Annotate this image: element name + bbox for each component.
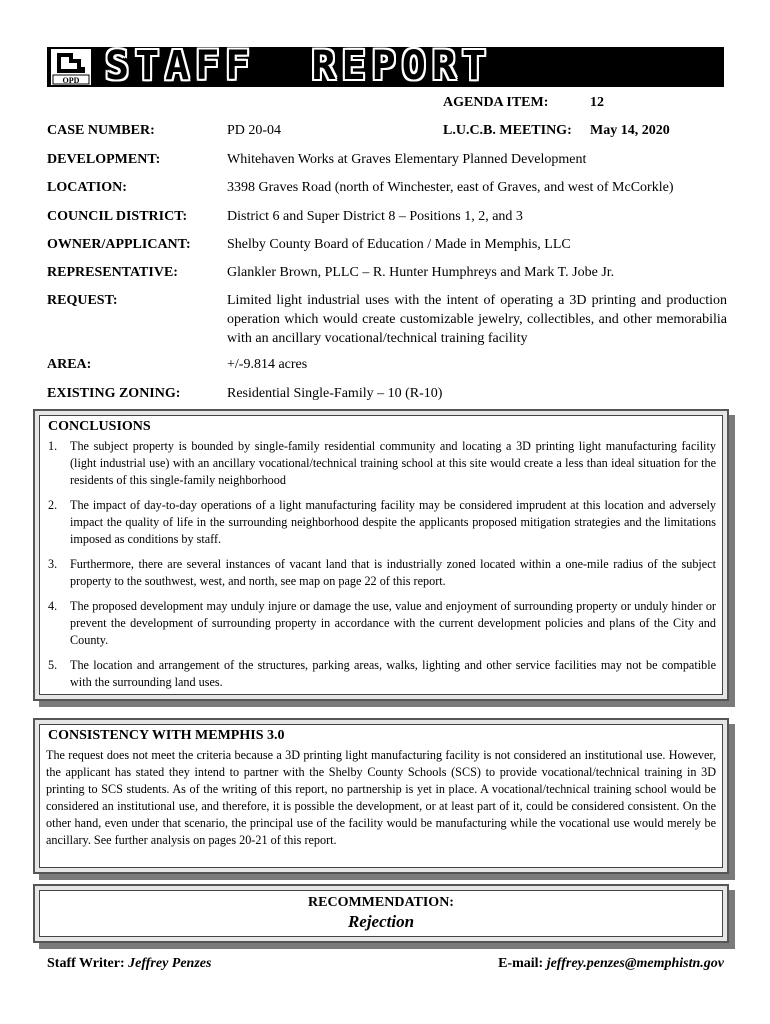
list-item: [44, 497, 716, 548]
meeting-value: May 14, 2020: [590, 123, 670, 138]
field-value: District 6 and Super District 8 – Positions 1, 2, and 3: [227, 209, 523, 224]
email-value: jeffrey.penzes@memphistn.gov: [546, 956, 724, 971]
logo-text: OPD: [62, 76, 80, 85]
field-value: Glankler Brown, PLLC – R. Hunter Humphreys and Mark T. Jobe Jr.: [227, 265, 615, 280]
list-item: [44, 556, 716, 590]
list-item: [44, 598, 716, 649]
item-number: 1.: [48, 439, 58, 453]
field-value: Shelby County Board of Education / Made in Memphis, LLC: [227, 237, 571, 252]
item-number: 2.: [48, 498, 58, 512]
recommendation-panel: [39, 890, 723, 937]
item-text: The subject property is bounded by single-family residential community and locating a 3D printing light manufacturing facility (light industrial use) with an ancillary vocational/technical training school at this site would create a less than ideal situation for the residents of this single-family neighborhood: [70, 439, 716, 487]
field-value: PD 20-04: [227, 123, 282, 138]
item-number: 5.: [48, 658, 58, 672]
email: [498, 956, 724, 972]
field-value: Whitehaven Works at Graves Elementary Planned Development: [227, 152, 587, 167]
staff-writer-label: Staff Writer:: [47, 956, 125, 971]
field-label: AREA:: [47, 357, 92, 372]
field-label: DEVELOPMENT:: [47, 152, 161, 167]
conclusions-list: [44, 438, 716, 699]
consistency-text: The request does not meet the criteria because a 3D printing light manufacturing facility is not considered an institutional use. However, the applicant has stated they intend to partner with the Shelby County Schools (SCS) to provide vocational/technical training in 3D printing to SCS students. As of the writing of this report, no partnership is yet in place. A vocational/technical training school would be considered an institutional use, and therefore, it is possible the development, or at least part of it, could be considered consistent. On the other hand, even under that scenario, the principal use of the facility would be manufacturing while the vocational use would merely be ancillary. See further analysis on pages 20-21 of this report.: [46, 748, 716, 847]
item-number: 3.: [48, 557, 58, 571]
field-value: Limited light industrial uses with the intent of operating a 3D printing and production operation which would create customizable jewelry, collectibles, and other memorabilia with an ancillary vocational/technical training facility: [227, 293, 727, 346]
field-label: CASE NUMBER:: [47, 123, 155, 138]
consistency-panel: [39, 724, 723, 868]
field-value: 3398 Graves Road (north of Winchester, east of Graves, and west of McCorkle): [227, 180, 674, 195]
field-label: REPRESENTATIVE:: [47, 265, 178, 280]
meeting-label: L.U.C.B. MEETING:: [443, 123, 572, 138]
recommendation-label: RECOMMENDATION:: [308, 895, 454, 910]
field-label: COUNCIL DISTRICT:: [47, 209, 188, 224]
field-value: +/-9.814 acres: [227, 357, 308, 372]
item-text: The proposed development may unduly injure or damage the use, value and enjoyment of surrounding property or unduly hinder or prevent the development of surrounding property in accordance with the current development policies and plans of the City and County.: [70, 599, 716, 647]
item-text: Furthermore, there are several instances of vacant land that is industrially zoned located within a one-mile radius of the subject property to the southwest, west, and north, see map on page 22 of this report.: [70, 557, 716, 588]
item-text: The location and arrangement of the structures, parking areas, walks, lighting and other service facilities may not be compatible with the surrounding land uses.: [70, 658, 716, 689]
agenda-item-label: AGENDA ITEM:: [443, 95, 549, 110]
opd-logo-icon: [51, 49, 91, 85]
recommendation-box: [33, 884, 729, 943]
list-item: [44, 438, 716, 489]
staff-writer: [47, 956, 211, 972]
conclusions-box: [33, 409, 729, 701]
field-label: OWNER/APPLICANT:: [47, 237, 191, 252]
item-text: The impact of day-to-day operations of a light manufacturing facility may be considered imprudent at this location and adversely impact the quality of life in the surrounding neighborhood despite the applicants proposed mitigation strategies and the limitations imposed as conditions by staff.: [70, 498, 716, 546]
banner-title: STAFF REPORT: [105, 43, 492, 89]
field-label: LOCATION:: [47, 180, 127, 195]
recommendation-value: Rejection: [347, 912, 415, 931]
conclusions-panel: [39, 415, 723, 695]
field-value: Residential Single-Family – 10 (R-10): [227, 386, 443, 401]
consistency-box: [33, 718, 729, 874]
field-label: EXISTING ZONING:: [47, 386, 181, 401]
staff-writer-name: Jeffrey Penzes: [128, 956, 212, 971]
item-number: 4.: [48, 599, 58, 613]
email-label: E-mail:: [498, 956, 544, 971]
staff-report-banner: [47, 43, 724, 89]
list-item: [44, 657, 716, 691]
conclusions-title: CONCLUSIONS: [48, 419, 151, 434]
agenda-item-value: 12: [590, 95, 604, 110]
consistency-title: CONSISTENCY WITH MEMPHIS 3.0: [48, 728, 285, 743]
field-label: REQUEST:: [47, 293, 118, 308]
